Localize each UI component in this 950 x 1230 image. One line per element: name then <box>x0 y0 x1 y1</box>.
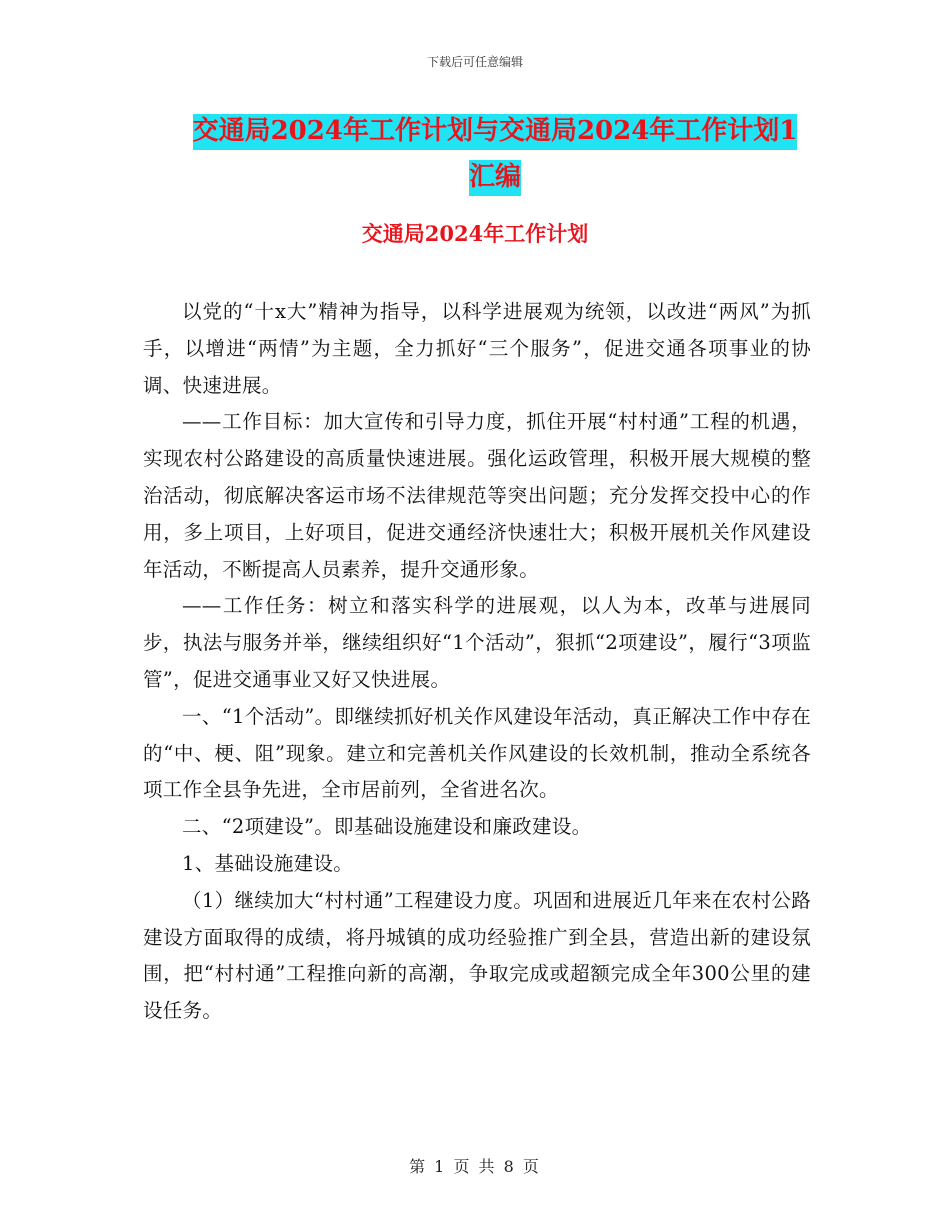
paragraph-village-roads: （1）继续加大“村村通”工程建设力度。巩固和进展近几年来在农村公路建设方面取得的成绩，将丹城镇的成功经验推广到全县，营造出新的建设氛围，把“村村通”工程推向新的高潮，争取完成或超额完成全年300公里的建设任务。 <box>143 888 811 1023</box>
document-title-line1: 交通局2024年工作计划与交通局2024年工作计划1 <box>193 114 798 150</box>
document-title <box>180 108 810 200</box>
paragraph-work-goals: ——工作目标：加大宣传和引导力度，抓住开展“村村通”工程的机遇，实现农村公路建设的高质量快速进展。强化运政管理，积极开展大规模的整治活动，彻底解决客运市场不法律规范等突出问题；充分发挥交投中心的作用，多上项目，上好项目，促进交通经济快速壮大；积极开展机关作风建设年活动，不断提高人员素养，提升交通形象。 <box>143 410 811 581</box>
document-body <box>143 294 811 1030</box>
document-title-line2: 汇编 <box>469 160 521 196</box>
paragraph-guiding-principle: 以党的“十x大”精神为指导，以科学进展观为统领，以改进“两风”为抓手，以增进“两情”为主题，全力抓好“三个服务”，促进交通各项事业的协调、快速进展。 <box>143 300 811 397</box>
paragraph-work-tasks: ——工作任务：树立和落实科学的进展观，以人为本，改革与进展同步，执法与服务并举，继续组织好“1个活动”，狠抓“2项建设”，履行“3项监管”，促进交通事业又好又快进展。 <box>143 594 811 691</box>
page-number: 第 1 页 共 8 页 <box>409 1157 541 1176</box>
section-title: 交通局2024年工作计划 <box>361 221 589 246</box>
paragraph-infrastructure: 1、基础设施建设。 <box>182 851 354 875</box>
page-header-note: 下载后可任意编辑 <box>426 55 523 69</box>
paragraph-one-activity: 一、“1个活动”。即继续抓好机关作风建设年活动，真正解决工作中存在的“中、梗、阻”现象。建立和完善机关作风建设的长效机制，推动全系统各项工作全县争先进，全市居前列，全省进名次。 <box>143 704 811 802</box>
paragraph-two-constructions: 二、“2项建设”。即基础设施建设和廉政建设。 <box>182 815 592 839</box>
